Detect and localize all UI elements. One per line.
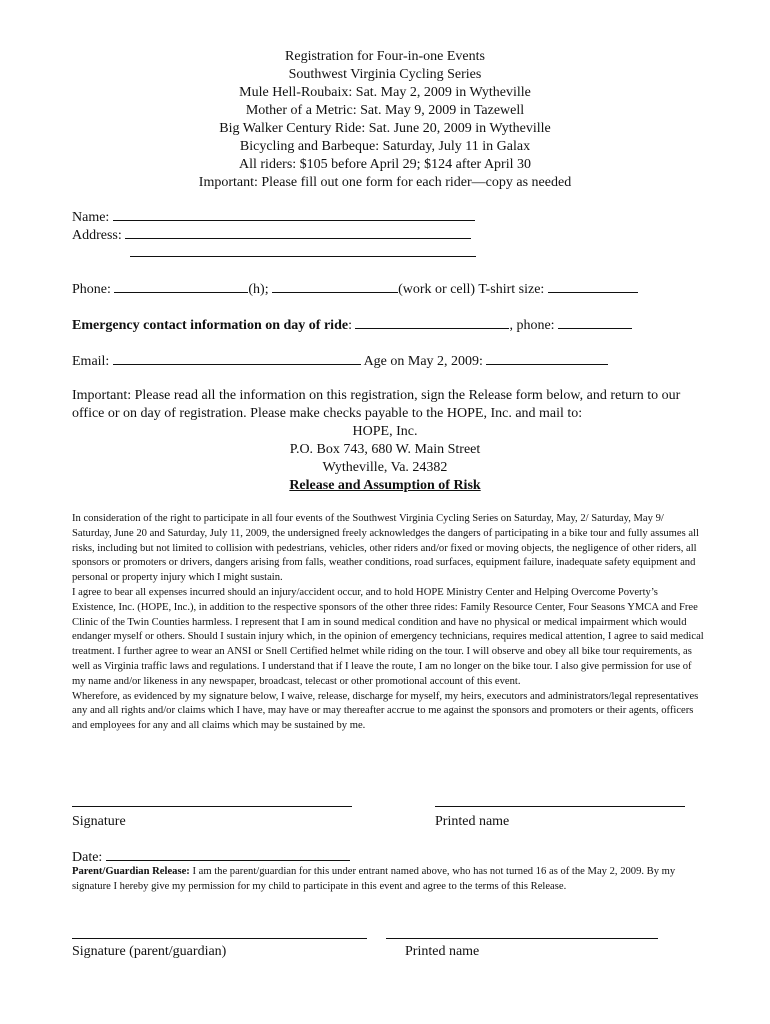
signature-label: Signature (72, 814, 126, 829)
phone-row (72, 280, 638, 299)
emergency-phone-field[interactable] (558, 316, 632, 329)
address-label: Address: (72, 228, 122, 243)
email-field[interactable] (113, 352, 361, 365)
age-label: Age on May 2, 2009: (363, 354, 483, 369)
guardian-printed-name-line[interactable] (386, 938, 658, 939)
emergency-contact-field[interactable] (355, 316, 509, 329)
guardian-signature-label: Signature (parent/guardian) (72, 944, 227, 959)
event-line-4: Bicycling and Barbeque: Saturday, July 11 in Galax (239, 139, 531, 154)
work-phone-suffix: (work or cell) (398, 282, 476, 297)
email-row (72, 352, 608, 371)
release-heading: Release and Assumption of Risk (289, 478, 481, 493)
release-paragraph-2: I agree to bear all expenses incurred should an injury/accident occur, and to hold HOPE Ministry Center and Helping Overcome Poverty’s Existence, Inc. (HOPE, Inc.), in addition to the respective sponsors of the other three rides: Family Resource Center, Four Seasons YMCA and Free Clinic of the Twin Counties harmless. I represent that I am in sound medical condition and have no physical or medical impairment which would endanger myself or others. Should I sustain injury which, in the opinion of emergency technicians, requires medical attention, I agree to said medical treatment. I further agree to wear an ANSI or Snell Certified helmet while riding on the tour. I will observe and obey all bike tour requirements, as well as Virginia traffic laws and regulations. I understand that if I leave the route, I am no longer on the bike tour. I also give permission for use of my name and/or likeness in any newspaper, broadcast, telecast or other promotional account of this event. (72, 586, 704, 687)
date-label: Date: (72, 850, 103, 865)
phone-label: Phone: (72, 282, 111, 297)
parent-guardian-release (72, 865, 704, 895)
event-line-1: Mule Hell-Roubaix: Sat. May 2, 2009 in Wytheville (239, 85, 531, 100)
work-phone-field[interactable] (272, 280, 398, 293)
home-phone-suffix: (h); (248, 282, 269, 297)
tshirt-size-field[interactable] (548, 280, 638, 293)
printed-name-line[interactable] (435, 806, 685, 807)
date-field[interactable] (106, 848, 350, 861)
email-label: Email: (72, 354, 110, 369)
form-title: Registration for Four-in-one Events (285, 49, 485, 64)
event-line-3: Big Walker Century Ride: Sat. June 20, 2009 in Wytheville (219, 121, 551, 136)
release-body (72, 512, 704, 734)
fee-line: All riders: $105 before April 29; $124 after April 30 (239, 157, 531, 172)
emergency-phone-label: , phone: (509, 318, 555, 333)
home-phone-field[interactable] (114, 280, 248, 293)
name-field[interactable] (113, 208, 475, 221)
name-label: Name: (72, 210, 110, 225)
pg-release-label: Parent/Guardian Release: (72, 866, 190, 877)
series-name: Southwest Virginia Cycling Series (288, 67, 482, 82)
guardian-printed-name-label: Printed name (405, 944, 480, 959)
mail-street: P.O. Box 743, 680 W. Main Street (289, 442, 481, 457)
signature-line[interactable] (72, 806, 352, 807)
address-field-line-1[interactable] (125, 226, 471, 239)
address-row-2 (130, 244, 476, 263)
mail-org: HOPE, Inc. (352, 424, 418, 439)
name-row (72, 208, 475, 227)
guardian-signature-line[interactable] (72, 938, 367, 939)
pg-release-text: I am the parent/guardian for this under entrant named above, who has not turned 16 as of the May 2, 2009. By my signature I hereby give my permission for my child to participate in this event and agree to the terms of this Release. (72, 866, 676, 892)
age-field[interactable] (486, 352, 608, 365)
emergency-colon: : (348, 318, 352, 333)
release-paragraph-1: In consideration of the right to participate in all four events of the Southwest Virginia Cycling Series on Saturday, May, 2/ Saturday, May 9/ Saturday, June 20 and Saturday, July 11, 2009, the undersigned freely acknowledges the dangers of participating in a bike tour and fully assumes all risks, including but not limited to collision with pedestrians, vehicles, other riders and/or fixed or moving objects, the negligence of other riders, all sponsors or promoters or drivers, dangers arising from falls, weather conditions, road surfaces, equipment failure, inadequate safety equipment and personal or property injury which I might sustain. (72, 513, 699, 584)
address-field-line-2[interactable] (130, 244, 476, 257)
release-paragraph-3: Wherefore, as evidenced by my signature below, I waive, release, discharge for myself, my heirs, executors and administrators/legal representatives any and all rights and/or claims which I have, may have or may thereafter accrue to me against the sponsors and promoters or their agents, officers and employees for any and all claims which may be sustained by me. (72, 690, 699, 732)
important-note: Important: Please fill out one form for each rider—copy as needed (198, 175, 572, 190)
instructions-text: Important: Please read all the information on this registration, sign the Release form below, and return to our office or on day of registration. Please make checks payable to the HOPE, Inc. and mail to: (72, 388, 681, 421)
event-line-2: Mother of a Metric: Sat. May 9, 2009 in Tazewell (245, 103, 525, 118)
printed-name-label: Printed name (435, 814, 510, 829)
emergency-label: Emergency contact information on day of ride (72, 318, 349, 333)
tshirt-label: T-shirt size: (478, 282, 545, 297)
address-row (72, 226, 471, 245)
mail-city: Wytheville, Va. 24382 (322, 460, 448, 475)
emergency-row (72, 316, 632, 335)
